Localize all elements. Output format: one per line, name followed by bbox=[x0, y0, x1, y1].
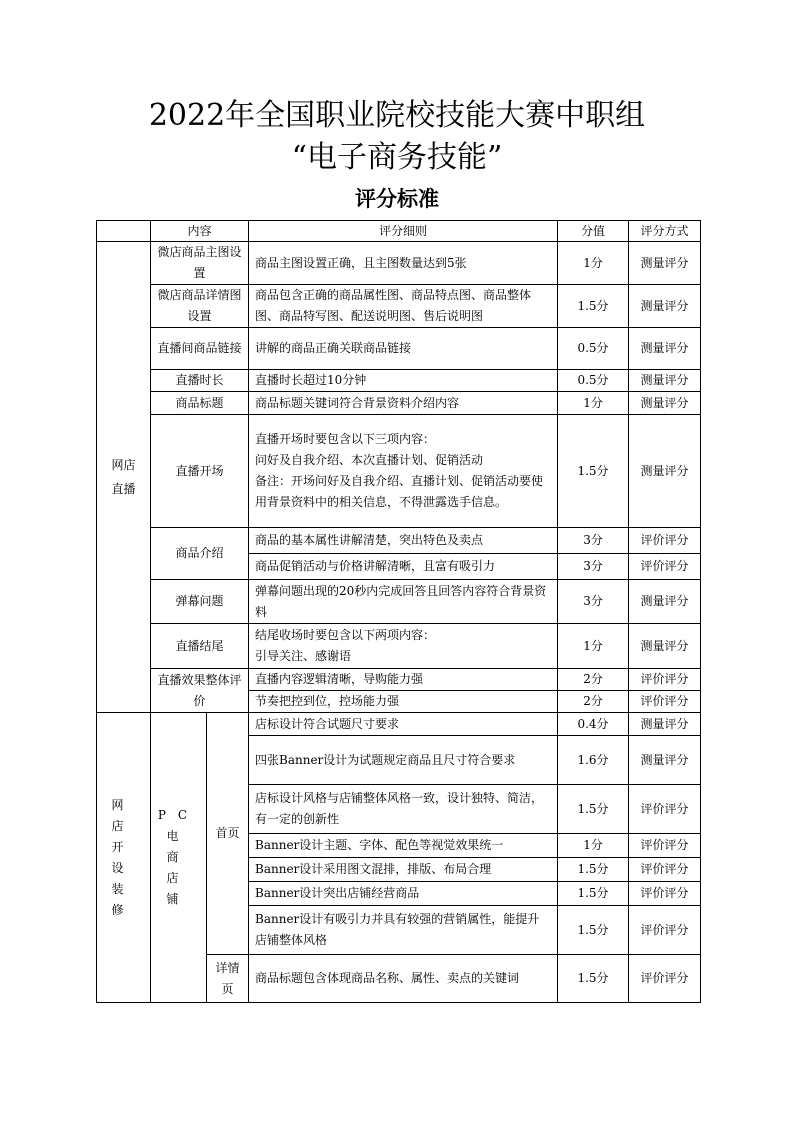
method-cell: 评价评分 bbox=[629, 554, 701, 580]
page-home-label: 首页 bbox=[207, 713, 249, 955]
item-cell: 直播结尾 bbox=[151, 624, 249, 669]
score-cell: 1分 bbox=[558, 624, 629, 669]
item-cell: 弹幕问题 bbox=[151, 580, 249, 624]
score-cell: 3分 bbox=[558, 528, 629, 554]
score-cell: 0.5分 bbox=[558, 370, 629, 392]
detail-cell: 商品标题包含体现商品名称、属性、卖点的关键词 bbox=[249, 955, 558, 1003]
score-cell: 1.5分 bbox=[558, 785, 629, 834]
method-cell: 评价评分 bbox=[629, 906, 701, 955]
item-cell: 直播开场 bbox=[151, 415, 249, 528]
header-score: 分值 bbox=[558, 221, 629, 242]
detail-cell: 结尾收场时要包含以下两项内容： 引导关注、感谢语 bbox=[249, 624, 558, 669]
score-cell: 1.5分 bbox=[558, 858, 629, 882]
detail-cell: 商品促销活动与价格讲解清晰，且富有吸引力 bbox=[249, 554, 558, 580]
header-content: 内容 bbox=[151, 221, 249, 242]
table-row bbox=[97, 415, 701, 528]
scoring-table bbox=[96, 220, 701, 1003]
detail-cell: 商品包含正确的商品属性图、商品特点图、商品整体图、商品特写图、配送说明图、售后说明图 bbox=[249, 285, 558, 328]
method-cell: 测量评分 bbox=[629, 328, 701, 370]
score-cell: 1分 bbox=[558, 242, 629, 285]
score-cell: 2分 bbox=[558, 691, 629, 713]
method-cell: 评价评分 bbox=[629, 834, 701, 858]
method-cell: 评价评分 bbox=[629, 528, 701, 554]
section-label-livestream: 网店直播 bbox=[97, 242, 151, 713]
page-detail-label: 详情页 bbox=[207, 955, 249, 1003]
method-cell: 测量评分 bbox=[629, 580, 701, 624]
table-row bbox=[97, 624, 701, 669]
detail-cell: 店标设计符合试题尺寸要求 bbox=[249, 713, 558, 736]
score-cell: 1分 bbox=[558, 834, 629, 858]
detail-cell: 讲解的商品正确关联商品链接 bbox=[249, 328, 558, 370]
table-row bbox=[97, 328, 701, 370]
item-cell: 直播间商品链接 bbox=[151, 328, 249, 370]
detail-cell: 店标设计风格与店铺整体风格一致，设计独特、简洁，有一定的创新性 bbox=[249, 785, 558, 834]
score-cell: 1.6分 bbox=[558, 736, 629, 785]
method-cell: 评价评分 bbox=[629, 882, 701, 906]
score-cell: 1.5分 bbox=[558, 906, 629, 955]
table-row bbox=[97, 669, 701, 691]
method-cell: 测量评分 bbox=[629, 736, 701, 785]
section-label-store-setup: 网店 开设 装修 bbox=[97, 713, 151, 1003]
header-method: 评分方式 bbox=[629, 221, 701, 242]
section-sub-pc-store: PC电 商店 铺 bbox=[151, 713, 207, 1003]
method-cell: 测量评分 bbox=[629, 242, 701, 285]
doc-title: 2022年全国职业院校技能大赛中职组 bbox=[148, 98, 646, 133]
method-cell: 测量评分 bbox=[629, 285, 701, 328]
method-cell: 测量评分 bbox=[629, 392, 701, 415]
detail-cell: Banner设计采用图文混排，排版、布局合理 bbox=[249, 858, 558, 882]
method-cell: 测量评分 bbox=[629, 370, 701, 392]
item-cell: 直播效果整体评价 bbox=[151, 669, 249, 713]
score-cell: 1.5分 bbox=[558, 285, 629, 328]
table-header-row bbox=[97, 221, 701, 242]
detail-cell: Banner设计突出店铺经营商品 bbox=[249, 882, 558, 906]
score-cell: 3分 bbox=[558, 554, 629, 580]
score-cell: 1.5分 bbox=[558, 415, 629, 528]
score-cell: 1.5分 bbox=[558, 882, 629, 906]
table-row bbox=[97, 285, 701, 328]
detail-cell: 直播内容逻辑清晰，导购能力强 bbox=[249, 669, 558, 691]
table-row bbox=[97, 580, 701, 624]
method-cell: 测量评分 bbox=[629, 415, 701, 528]
detail-cell: 四张Banner设计为试题规定商品且尺寸符合要求 bbox=[249, 736, 558, 785]
detail-cell: 节奏把控到位，控场能力强 bbox=[249, 691, 558, 713]
method-cell: 评价评分 bbox=[629, 785, 701, 834]
table-row bbox=[97, 242, 701, 285]
item-cell: 微店商品详情图设置 bbox=[151, 285, 249, 328]
method-cell: 测量评分 bbox=[629, 624, 701, 669]
doc-heading: 评分标准 bbox=[355, 187, 439, 211]
header-detail: 评分细则 bbox=[249, 221, 558, 242]
method-cell: 评价评分 bbox=[629, 955, 701, 1003]
method-cell: 评价评分 bbox=[629, 691, 701, 713]
score-cell: 0.5分 bbox=[558, 328, 629, 370]
method-cell: 测量评分 bbox=[629, 713, 701, 736]
score-cell: 2分 bbox=[558, 669, 629, 691]
detail-cell: 商品标题关键词符合背景资料介绍内容 bbox=[249, 392, 558, 415]
score-cell: 0.4分 bbox=[558, 713, 629, 736]
score-cell: 1分 bbox=[558, 392, 629, 415]
item-cell: 商品介绍 bbox=[151, 528, 249, 580]
table-row bbox=[97, 392, 701, 415]
table-row bbox=[97, 370, 701, 392]
score-cell: 3分 bbox=[558, 580, 629, 624]
table-row bbox=[97, 713, 701, 736]
method-cell: 评价评分 bbox=[629, 669, 701, 691]
table-row bbox=[97, 528, 701, 554]
item-cell: 商品标题 bbox=[151, 392, 249, 415]
item-cell: 微店商品主图设置 bbox=[151, 242, 249, 285]
doc-subtitle: “电子商务技能” bbox=[291, 140, 503, 175]
score-cell: 1.5分 bbox=[558, 955, 629, 1003]
detail-cell: Banner设计主题、字体、配色等视觉效果统一 bbox=[249, 834, 558, 858]
detail-cell: 直播时长超过10分钟 bbox=[249, 370, 558, 392]
method-cell: 评价评分 bbox=[629, 858, 701, 882]
item-cell: 直播时长 bbox=[151, 370, 249, 392]
detail-cell: 弹幕问题出现的20秒内完成回答且回答内容符合背景资料 bbox=[249, 580, 558, 624]
detail-cell: 商品主图设置正确，且主图数量达到5张 bbox=[249, 242, 558, 285]
detail-cell: Banner设计有吸引力并具有较强的营销属性，能提升店铺整体风格 bbox=[249, 906, 558, 955]
detail-cell: 商品的基本属性讲解清楚，突出特色及卖点 bbox=[249, 528, 558, 554]
detail-cell: 直播开场时要包含以下三项内容： 问好及自我介绍、本次直播计划、促销活动 备注：开场问好及自我介绍、直播计划、促销活动要使用背景资料中的相关信息，不得泄露选手信息。 bbox=[249, 415, 558, 528]
header-blank bbox=[97, 221, 151, 242]
